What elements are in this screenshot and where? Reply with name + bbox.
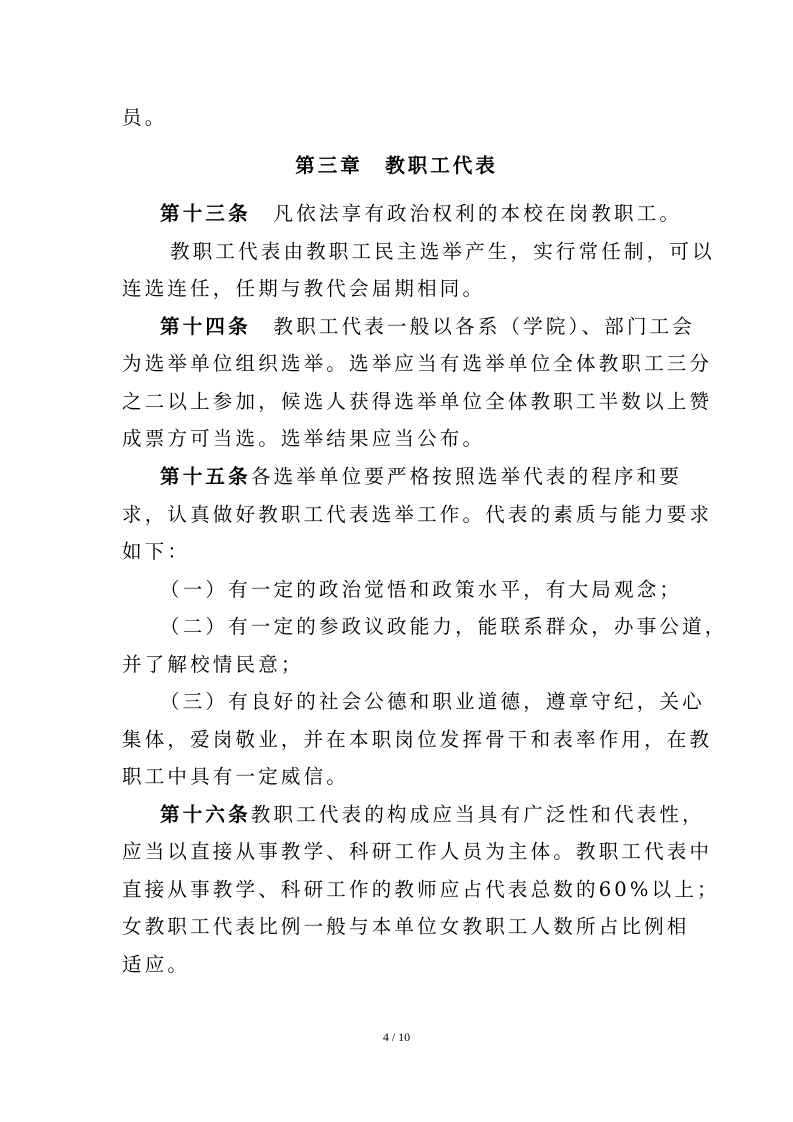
article-15-line-1 <box>160 465 682 489</box>
paragraph-line: 连选连任，任期与教代会届期相同。 <box>122 277 486 300</box>
list-item-1: （一）有一定的政治觉悟和政策水平，有大局观念； <box>160 578 683 601</box>
page-number: 4 / 10 <box>382 1030 411 1044</box>
article-13-line-1 <box>160 202 682 226</box>
article-14-line: 之二以上参加，候选人获得选举单位全体教职工半数以上赞 <box>122 390 713 413</box>
article-15-label: 第十五条 <box>160 465 251 488</box>
list-item-2: （二）有一定的参政议政能力，能联系群众，办事公道， <box>160 615 728 638</box>
article-14-label: 第十四条 <box>160 315 251 338</box>
article-14-line: 成票方可当选。选举结果应当公布。 <box>122 427 486 450</box>
article-13-label: 第十三条 <box>160 202 251 225</box>
article-14-line-1 <box>160 315 695 339</box>
article-13-text: 凡依法享有政治权利的本校在岗教职工。 <box>250 202 683 225</box>
list-item-3-continuation: 集体，爱岗敬业，并在本职岗位发挥骨干和表率作用，在教 <box>122 728 713 751</box>
list-item-3-continuation: 职工中具有一定威信。 <box>122 765 350 788</box>
article-16-line: 适应。 <box>122 953 191 976</box>
article-16-line-1 <box>160 803 705 827</box>
article-14-text: 教职工代表一般以各系（学院）、部门工会 <box>250 315 696 338</box>
text-line: 员。 <box>122 106 168 129</box>
article-15-line: 求，认真做好教职工代表选举工作。代表的素质与能力要求 <box>122 503 713 526</box>
article-16-line: 女教职工代表比例一般与本单位女教职工人数所占比例相 <box>122 915 690 938</box>
article-16-label: 第十六条 <box>160 803 251 826</box>
list-item-2-continuation: 并了解校情民意； <box>122 653 304 676</box>
article-16-text: 教职工代表的构成应当具有广泛性和代表性， <box>250 803 705 826</box>
list-item-3: （三）有良好的社会公德和职业道德，遵章守纪，关心 <box>160 690 705 713</box>
paragraph-line: 教职工代表由教职工民主选举产生，实行常任制，可以 <box>170 240 715 263</box>
article-16-line: 直接从事教学、科研工作的教师应占代表总数的60%以上； <box>122 878 720 901</box>
chapter-heading: 第三章 教职工代表 <box>295 154 498 177</box>
article-15-line: 如下： <box>122 540 191 563</box>
article-15-text: 各选举单位要严格按照选举代表的程序和要 <box>250 465 683 488</box>
article-16-line: 应当以直接从事教学、科研工作人员为主体。教职工代表中 <box>122 840 713 863</box>
article-14-line: 为选举单位组织选举。选举应当有选举单位全体教职工三分 <box>122 352 713 375</box>
